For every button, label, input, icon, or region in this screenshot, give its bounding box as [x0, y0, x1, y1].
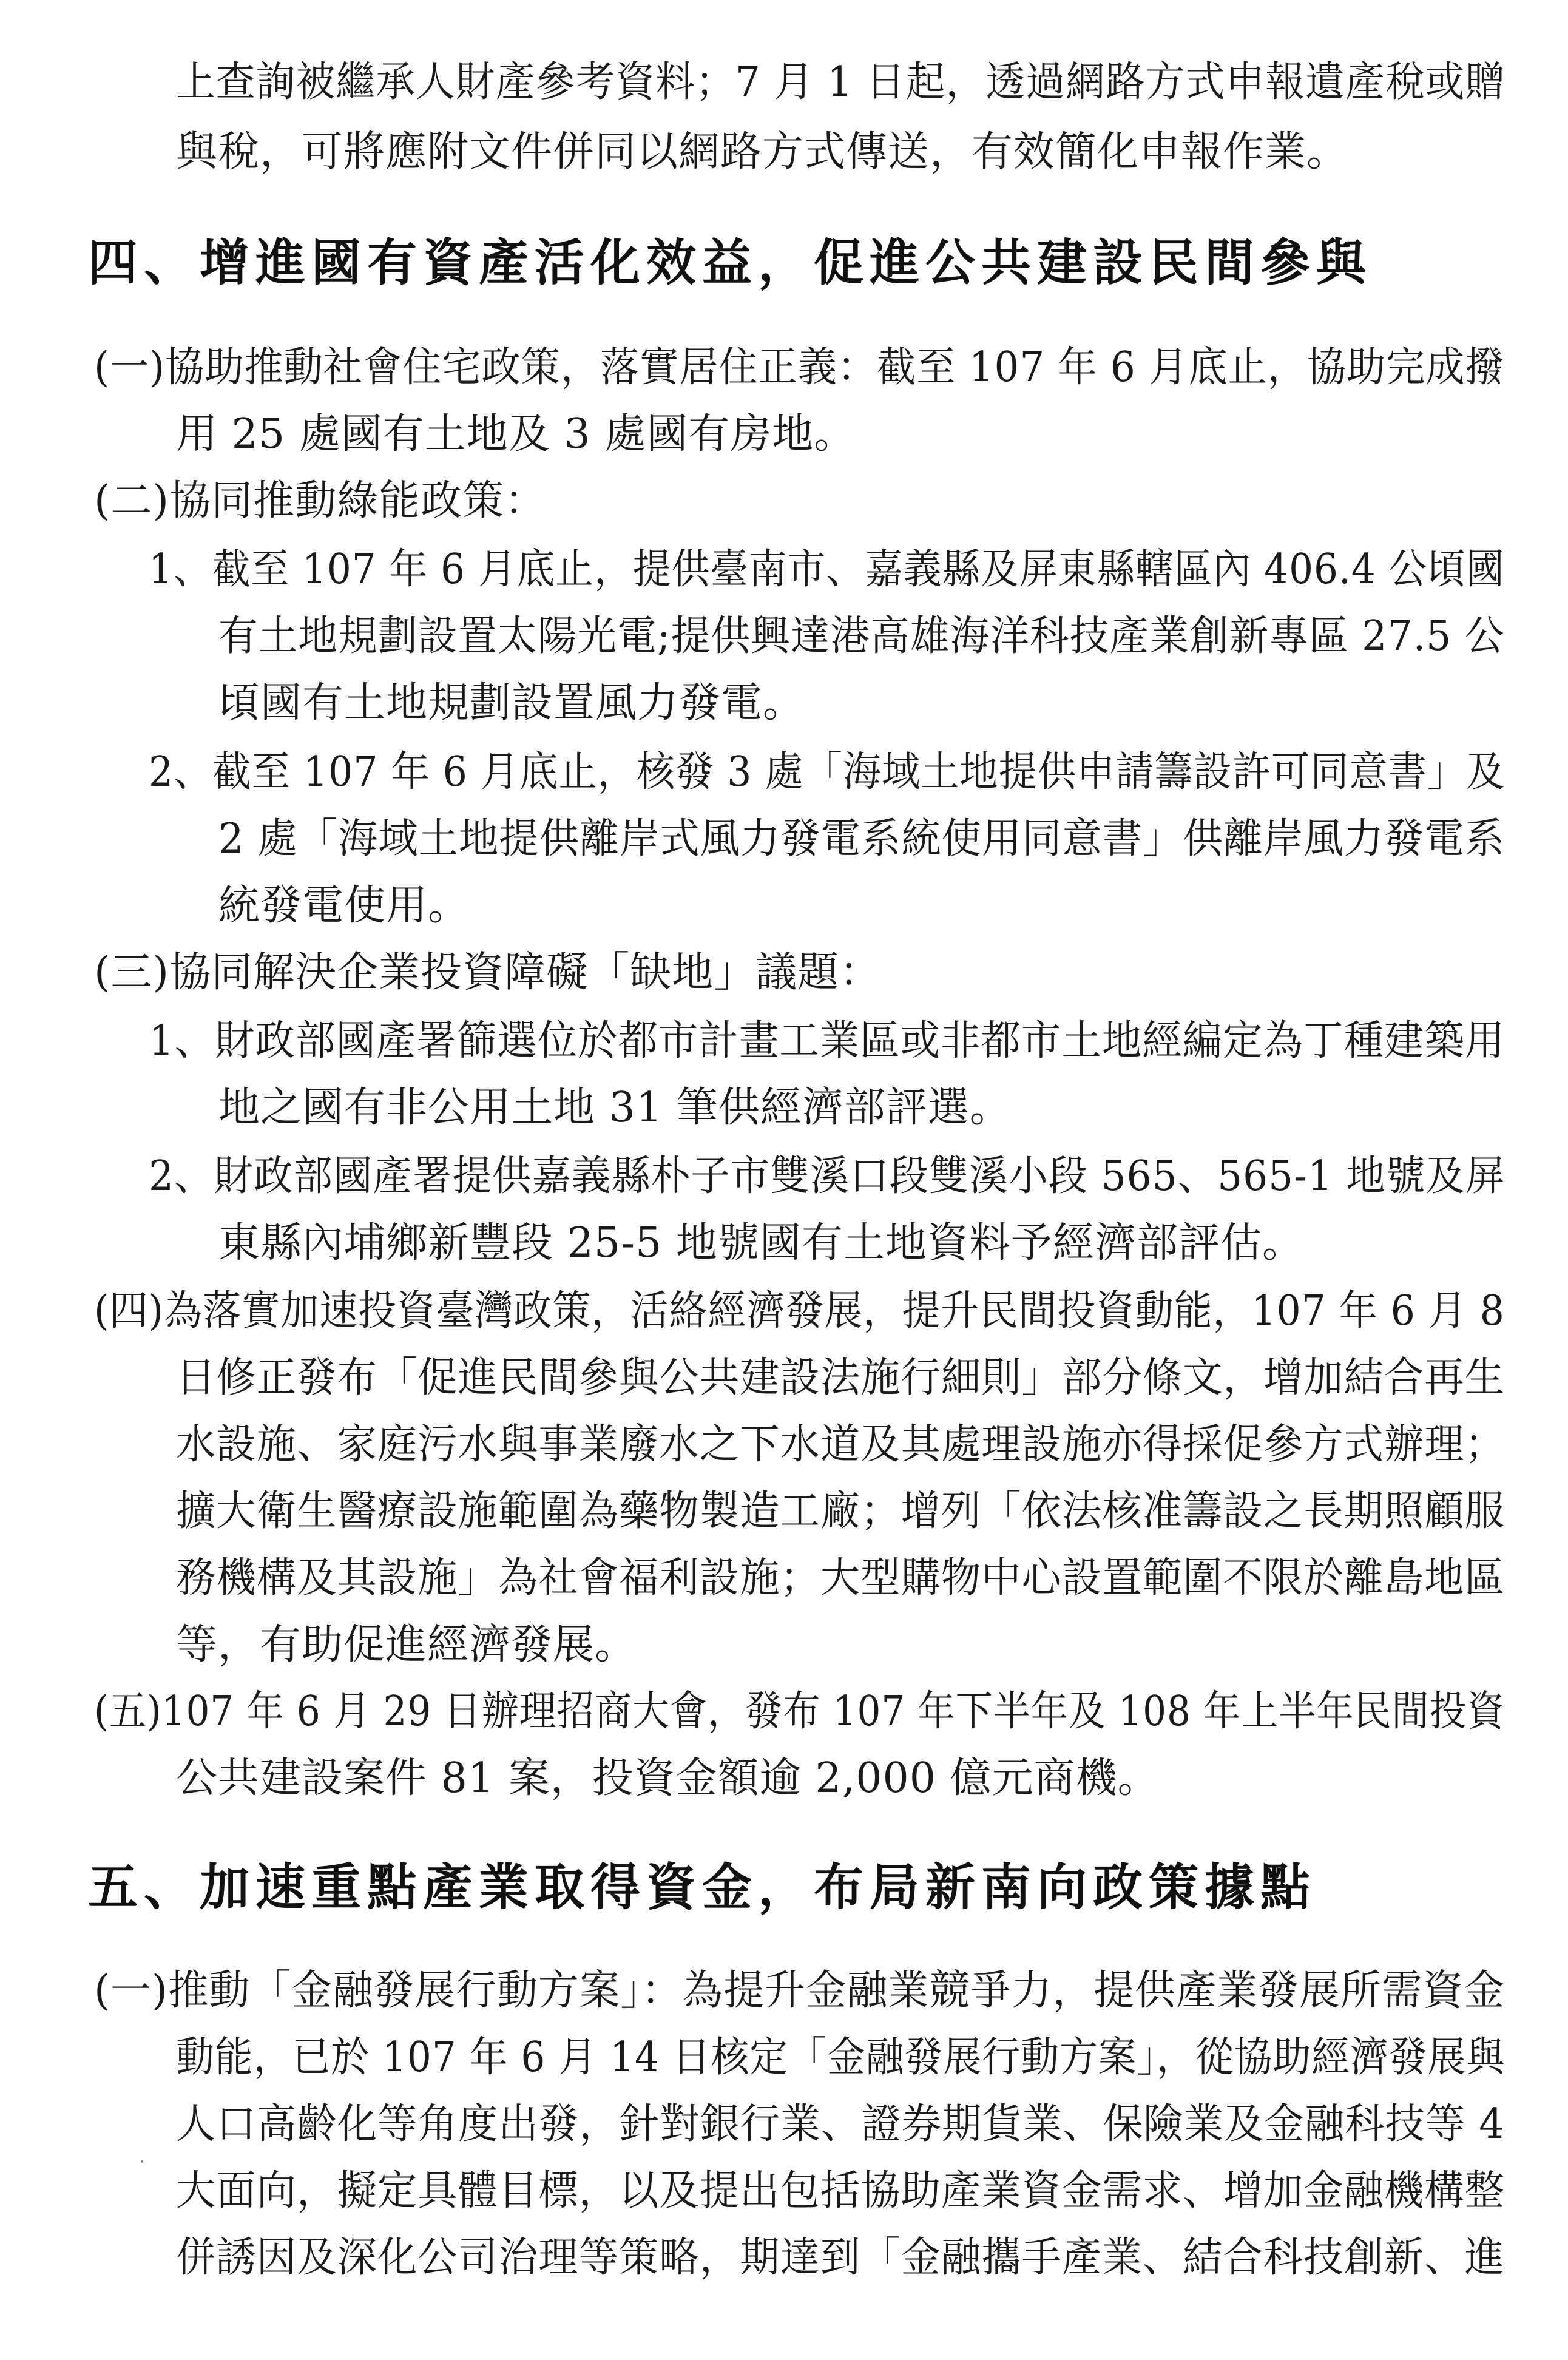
- sub-item-line: 截至 107 年 6 月底止，提供臺南市、嘉義縣及屏東縣轄區內 406.4 公頃國: [212, 546, 1505, 593]
- sub-item-4-2-2: [149, 748, 1505, 797]
- sub-item-label: 2、: [149, 748, 213, 796]
- item-line: 推動「金融發展行動方案」：為提升金融業競爭力，提供產業發展所需資金: [167, 1967, 1505, 2015]
- item-line: 協助推動社會住宅政策，落實居住正義：截至 107 年 6 月底止，協助完成撥: [165, 343, 1505, 391]
- item-line: 為落實加速投資臺灣政策，活絡經濟發展，提升民間投資動能，107 年 6 月 8: [164, 1287, 1505, 1335]
- sub-item-4-2-1: [149, 545, 1505, 595]
- item-line: 協同推動綠能政策：: [169, 477, 547, 525]
- list-item-4-3: [94, 948, 881, 998]
- sub-item-line: 2 處「海域土地提供離岸式風力發電系統使用同意書」供離岸風力發電系: [218, 815, 1505, 863]
- sub-item-line: 頃國有土地規劃設置風力發電。: [218, 679, 805, 727]
- sub-item-line: 統發電使用。: [218, 882, 470, 930]
- sub-item-label: 1、: [149, 1017, 215, 1065]
- sub-item-4-3-2: [149, 1152, 1505, 1202]
- sub-item-line: 財政部國產署篩選位於都市計畫工業區或非都市土地經編定為丁種建築用: [215, 1017, 1505, 1065]
- list-item-4-2: [94, 476, 546, 526]
- item-line: 等，有助促進經濟發展。: [176, 1621, 637, 1669]
- sub-item-line: 財政部國產署提供嘉義縣朴子市雙溪口段雙溪小段 565、565-1 地號及屏: [214, 1152, 1505, 1200]
- scan-speck: [141, 2160, 143, 2163]
- section-heading-5: 五、加速重點產業取得資金，布局新南向政策據點: [88, 1859, 1317, 1916]
- list-item-4-5: [94, 1687, 1505, 1737]
- sub-item-line: 地之國有非公用土地 31 筆供經濟部評選。: [218, 1084, 1012, 1132]
- intro-line: 上查詢被繼承人財產參考資料；7 月 1 日起，透過網路方式申報遺產稅或贈: [176, 58, 1505, 106]
- intro-line: 與稅，可將應附文件併同以網路方式傳送，有效簡化申報作業。: [176, 128, 1349, 176]
- list-item-4-1: [94, 343, 1505, 393]
- item-line: 併誘因及深化公司治理等策略，期達到「金融攜手產業、結合科技創新、進: [176, 2234, 1505, 2282]
- item-line: 務機構及其設施」為社會福利設施；大型購物中心設置範圍不限於離島地區: [176, 1554, 1505, 1602]
- item-line: 107 年 6 月 29 日辦理招商大會，發布 107 年下半年及 108 年上半年民間投資: [161, 1688, 1505, 1736]
- sub-item-line: 東縣內埔鄉新豐段 25-5 地號國有土地資料予經濟部評估。: [218, 1219, 1304, 1267]
- sub-item-label: 2、: [149, 1152, 214, 1200]
- item-line: 水設施、家庭污水與事業廢水之下水道及其處理設施亦得採促參方式辦理；: [176, 1421, 1505, 1469]
- item-line: 擴大衛生醫療設施範圍為藥物製造工廠；增列「依法核准籌設之長期照顧服: [176, 1487, 1505, 1535]
- list-item-4-4: [94, 1287, 1505, 1336]
- item-label: (四): [94, 1287, 164, 1335]
- item-label: (一): [94, 1967, 168, 2015]
- sub-item-line: 有土地規劃設置太陽光電;提供興達港高雄海洋科技產業創新專區 27.5 公: [218, 612, 1505, 660]
- item-line: 人口高齡化等角度出發，針對銀行業、證券期貨業、保險業及金融科技等 4: [176, 2100, 1505, 2148]
- item-label: (五): [94, 1688, 162, 1736]
- sub-item-4-3-1: [149, 1016, 1505, 1066]
- item-label: (一): [94, 343, 166, 391]
- sub-item-label: 1、: [149, 546, 212, 593]
- section-heading-4: 四、增進國有資產活化效益，促進公共建設民間參與: [88, 234, 1373, 292]
- item-line: 用 25 處國有土地及 3 處國有房地。: [176, 410, 856, 458]
- sub-item-line: 截至 107 年 6 月底止，核發 3 處「海域土地提供申請籌設許可同意書」及: [212, 748, 1505, 796]
- item-label: (二): [94, 477, 170, 525]
- item-line: 公共建設案件 81 案，投資金額逾 2,000 億元商機。: [176, 1754, 1160, 1802]
- item-line: 大面向，擬定具體目標，以及提出包括協助產業資金需求、增加金融機構整: [176, 2167, 1505, 2215]
- item-line: 日修正發布「促進民間參與公共建設法施行細則」部分條文，增加結合再生: [176, 1354, 1505, 1402]
- list-item-5-1: [94, 1966, 1505, 2016]
- item-label: (三): [94, 948, 170, 996]
- item-line: 協同解決企業投資障礙「缺地」議題：: [169, 948, 882, 996]
- item-line: 動能，已於 107 年 6 月 14 日核定「金融發展行動方案」，從協助經濟發展與: [176, 2034, 1505, 2081]
